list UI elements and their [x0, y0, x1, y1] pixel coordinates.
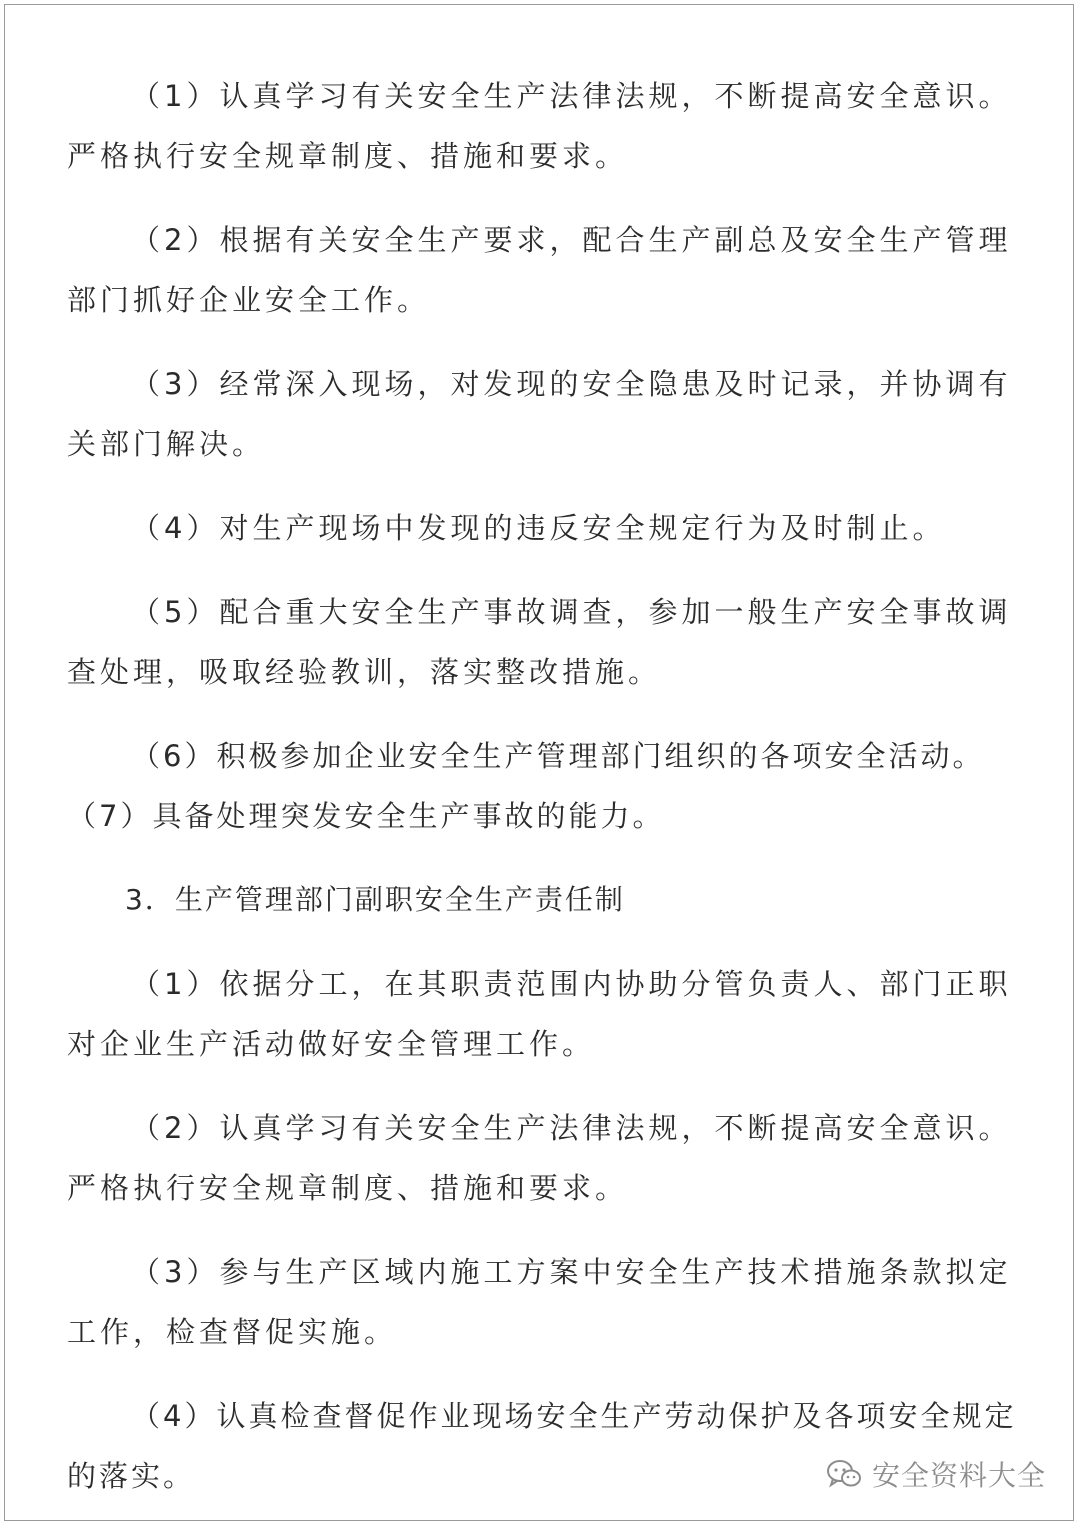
watermark [826, 1454, 1046, 1494]
section-paragraph-3: （3）参与生产区域内施工方案中安全生产技术措施条款拟定工作，检查督促实施。 [67, 1255, 1012, 1349]
paragraph-3: （3）经常深入现场，对发现的安全隐患及时记录，并协调有关部门解决。 [67, 367, 1012, 461]
paragraph-1: （1）认真学习有关安全生产法律法规，不断提高安全意识。严格执行安全规章制度、措施和要求。 [67, 79, 1012, 173]
paragraph-5: （5）配合重大安全生产事故调查，参加一般生产安全事故调查处理，吸取经验教训，落实整改措施。 [67, 595, 1012, 689]
section-paragraph-1: （1）依据分工，在其职责范围内协助分管负责人、部门正职对企业生产活动做好安全管理工作。 [67, 967, 1012, 1061]
document-body [67, 66, 1066, 1530]
watermark-text: 安全资料大全 [871, 1459, 1046, 1492]
section-heading: 3．生产管理部门副职安全生产责任制 [125, 883, 625, 916]
wechat-icon [826, 1458, 862, 1490]
section-paragraph-2: （2）认真学习有关安全生产法律法规，不断提高安全意识。严格执行安全规章制度、措施和要求。 [67, 1111, 1012, 1205]
paragraph-4: （4）对生产现场中发现的违反安全规定行为及时制止。 [131, 511, 946, 545]
section-paragraph-4: （4）认真检查督促作业现场安全生产劳动保护及各项安全规定的落实。 [67, 1399, 1017, 1493]
paragraph-2: （2）根据有关安全生产要求，配合生产副总及安全生产管理部门抓好企业安全工作。 [67, 223, 1012, 317]
paragraph-6: （6）积极参加企业安全生产管理部门组织的各项安全活动。 （7）具备处理突发安全生产事故的能力。 [67, 739, 1066, 833]
